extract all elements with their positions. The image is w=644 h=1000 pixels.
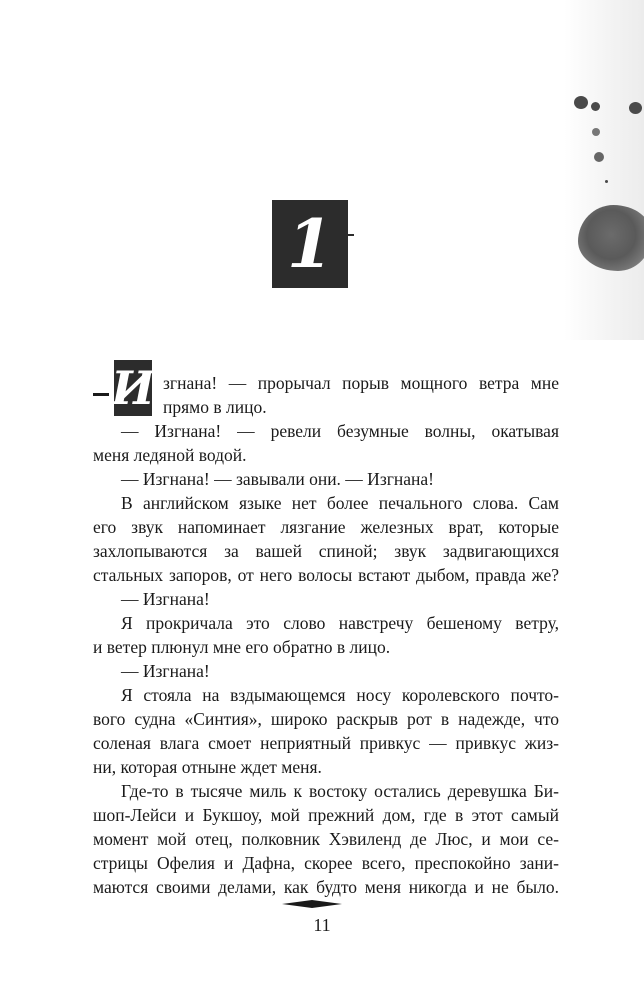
text-line: Я стояла на вздымающемся носу королевского почто- [121,685,559,705]
page-number: 11 [313,915,331,935]
ink-splatter [605,180,608,183]
text-line: Я прокричала это слово навстречу бешеному ветру, [121,613,559,633]
text-line: Где-то в тысяче миль к востоку остались деревушка Би- [121,781,559,801]
text-line: захлопываются за вашей спиной; звук задвигающихся [93,541,559,561]
diamond-ornament [282,900,342,908]
drop-cap: И [111,361,155,415]
text-line: В английском языке нет более печального слова. Сам [121,493,559,513]
text-line: — Изгнана! [121,589,210,609]
text-line: его звук напоминает лязгание железных врат, которые [93,517,559,537]
dropcap-dash [93,393,109,396]
chapter-number-badge [272,200,348,288]
text-line: и ветер плюнул мне его обратно в лицо. [93,637,391,657]
text-line: — Изгнана! — ревели безумные волны, окатывая [121,421,559,441]
text-line: соленая влага смоет неприятный привкус — привкус жиз- [93,733,559,753]
ink-splatter [629,102,642,114]
text-line: згнана! — прорычал порыв мощного ветра мне [163,373,559,393]
text-line: маются своими делами, как будто меня никогда и не было. [93,877,559,897]
text-line: вого судна «Синтия», широко раскрыв рот в надежде, что [93,709,559,729]
text-line: стальных запоров, от него волосы встают дыбом, правда же? [93,565,559,585]
text-line: момент мой отец, полковник Хэвиленд де Люс, и мои се- [93,829,559,849]
text-line: шоп-Лейси и Букшоу, мой прежний дом, где в этот самый [93,805,559,825]
text-line: ни, которая отныне ждет меня. [93,757,322,777]
text-line: меня ледяной водой. [93,445,247,465]
ink-blot [578,205,644,271]
chapter-number: 1 [287,205,333,283]
ink-splatter [591,102,600,111]
text-line: стрицы Офелия и Дафна, скорее всего, преспокойно зани- [93,853,559,873]
text-line: — Изгнана! [121,661,210,681]
ink-splatter [594,152,604,162]
ink-splatter [592,128,600,136]
text-line: — Изгнана! — завывали они. — Изгнана! [121,469,435,489]
text-line: прямо в лицо. [163,397,267,417]
ink-splatter [574,96,588,109]
page-edge-shadow [564,0,644,340]
